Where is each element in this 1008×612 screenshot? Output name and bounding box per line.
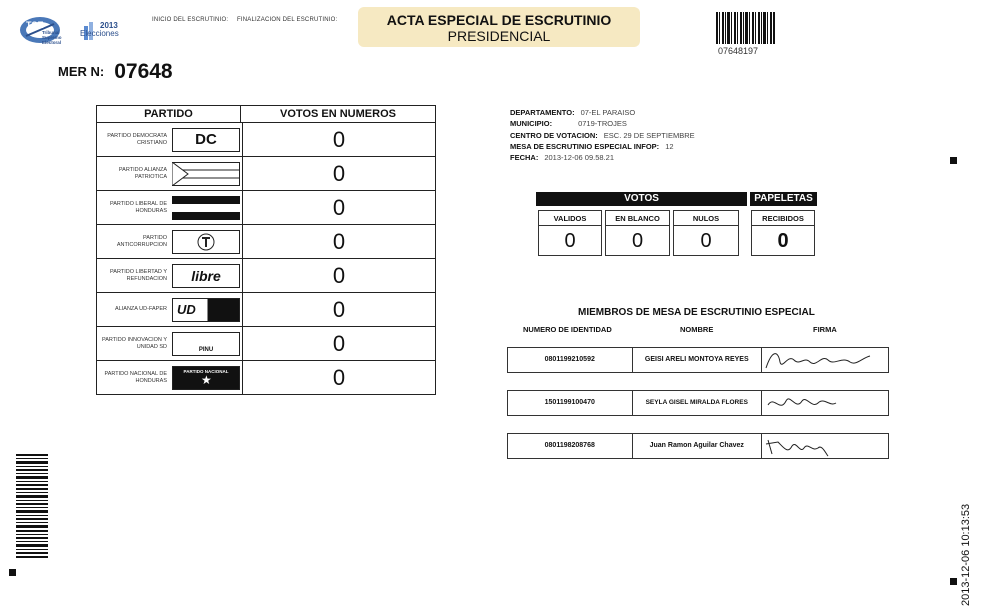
logo-subtext: Tribunal Supremo Electoral [42, 30, 62, 45]
document-title [358, 7, 640, 47]
title-line-1: ACTA ESPECIAL DE ESCRUTINIO [386, 12, 612, 28]
party-name: PARTIDO LIBERTAD Y REFUNDACION [110, 268, 167, 282]
centro-value: ESC. 29 DE SEPTIEMBRE [603, 130, 695, 140]
logo-text: TSE [26, 20, 44, 30]
mesa-value: 12 [665, 141, 674, 151]
member-signature [762, 348, 888, 372]
departamento-label: DEPARTAMENTO: [510, 108, 575, 117]
party-votes: 0 [332, 229, 346, 254]
papeletas-header: PAPELETAS [750, 192, 817, 206]
barcode-icon [16, 454, 48, 558]
member-name: Juan Ramon Aguilar Chavez [633, 434, 762, 458]
party-votes: 0 [332, 161, 346, 186]
member-id: 0801198208768 [508, 434, 633, 458]
registration-mark [9, 569, 16, 576]
validos-value: 0 [538, 226, 602, 256]
recibidos-label: RECIBIDOS [751, 210, 815, 226]
col-identidad: NUMERO DE IDENTIDAD [523, 325, 612, 334]
validos-label: VALIDOS [538, 210, 602, 226]
party-votes: 0 [332, 297, 346, 322]
member-name: SEYLA GISEL MIRALDA FLORES [633, 391, 762, 415]
partido-nacional-logo-text: PARTIDO NACIONAL [183, 369, 229, 374]
signature-icon [762, 434, 888, 458]
member-signature [762, 434, 888, 458]
top-barcode [716, 12, 776, 44]
party-row [97, 191, 435, 225]
party-votes: 0 [332, 263, 346, 288]
party-name: PARTIDO DEMOCRATA CRISTIANO [107, 132, 167, 146]
fecha-value: 2013-12-06 09.58.21 [544, 153, 614, 163]
signature-icon [762, 391, 888, 415]
party-name: PARTIDO INNOVACION Y UNIDAD SD [102, 336, 167, 350]
col-nombre: NOMBRE [680, 325, 714, 334]
mesa-label: MESA DE ESCRUTINIO ESPECIAL INFOP: [510, 141, 660, 151]
col-partido: PARTIDO [97, 106, 241, 122]
party-row [97, 293, 435, 327]
nulos-value: 0 [673, 226, 739, 256]
mesa-info [510, 107, 695, 163]
party-row [97, 157, 435, 191]
party-votes-table [96, 105, 436, 395]
partido-liberal-flag-icon [172, 196, 240, 220]
barcode-icon [716, 12, 776, 44]
member-name: GEISI ARELI MONTOYA REYES [633, 348, 762, 372]
col-firma: FIRMA [813, 325, 837, 334]
registration-mark [950, 578, 957, 585]
municipio-value: 0719-TROJES [578, 119, 627, 129]
pac-emblem-icon [172, 230, 240, 254]
col-votos: VOTOS EN NUMEROS [280, 108, 396, 120]
party-votes: 0 [332, 365, 346, 390]
en-blanco-label: EN BLANCO [605, 210, 670, 226]
alianza-patriotica-flag-icon [172, 162, 240, 186]
signature-icon [762, 348, 888, 372]
party-votes: 0 [332, 195, 346, 220]
member-row [507, 347, 889, 373]
dc-logo-icon: DC [172, 128, 240, 152]
ud-logo-icon: UD [172, 298, 240, 322]
member-signature [762, 391, 888, 415]
members-title: MIEMBROS DE MESA DE ESCRUTINIO ESPECIAL [578, 307, 815, 318]
votos-header: VOTOS [536, 192, 747, 206]
member-row [507, 433, 889, 459]
inicio-escrutinio-label: INICIO DEL ESCRUTINIO: [152, 17, 229, 23]
side-barcode [16, 454, 48, 558]
party-name: PARTIDO ALIANZA PATRIOTICA [118, 166, 167, 180]
libre-logo-icon: libre [172, 264, 240, 288]
scan-timestamp: 2013-12-06 10:13:53 [960, 503, 972, 606]
departamento-value: 07-EL PARAISO [580, 108, 636, 117]
mer-label: MER N: [58, 64, 105, 79]
elecciones-year: 2013 [100, 21, 118, 30]
party-votes: 0 [332, 127, 346, 152]
centro-label: CENTRO DE VOTACION: [510, 130, 598, 140]
elecciones-label: Elecciones [80, 29, 119, 38]
member-id: 1501199100470 [508, 391, 633, 415]
party-row [97, 123, 435, 157]
party-name: ALIANZA UD-FAPER [115, 306, 167, 312]
party-name: PARTIDO LIBERAL DE HONDURAS [109, 200, 167, 214]
mer-number: 07648 [114, 60, 173, 83]
nulos-label: NULOS [673, 210, 739, 226]
star-icon: ★ [201, 373, 212, 387]
recibidos-value: 0 [751, 226, 815, 256]
pinu-logo-icon: PINU [172, 332, 240, 356]
en-blanco-value: 0 [605, 226, 670, 256]
finalizacion-escrutinio-label: FINALIZACION DEL ESCRUTINIO: [237, 17, 338, 23]
mer-number-block [58, 60, 173, 84]
municipio-label: MUNICIPIO: [510, 119, 553, 129]
party-name: PARTIDO ANTICORRUPCION [116, 234, 167, 248]
member-id: 0801199210592 [508, 348, 633, 372]
fecha-label: FECHA: [510, 153, 539, 163]
barcode-number: 07648197 [718, 46, 759, 56]
party-votes: 0 [332, 331, 346, 356]
party-name: PARTIDO NACIONAL DE HONDURAS [104, 371, 167, 384]
title-line-2: PRESIDENCIAL [447, 28, 551, 44]
party-row [97, 225, 435, 259]
party-table-header [97, 106, 435, 123]
party-row [97, 361, 435, 395]
party-row [97, 259, 435, 293]
party-row [97, 327, 435, 361]
partido-nacional-logo-icon [172, 366, 240, 390]
member-row [507, 390, 889, 416]
registration-mark [950, 157, 957, 164]
